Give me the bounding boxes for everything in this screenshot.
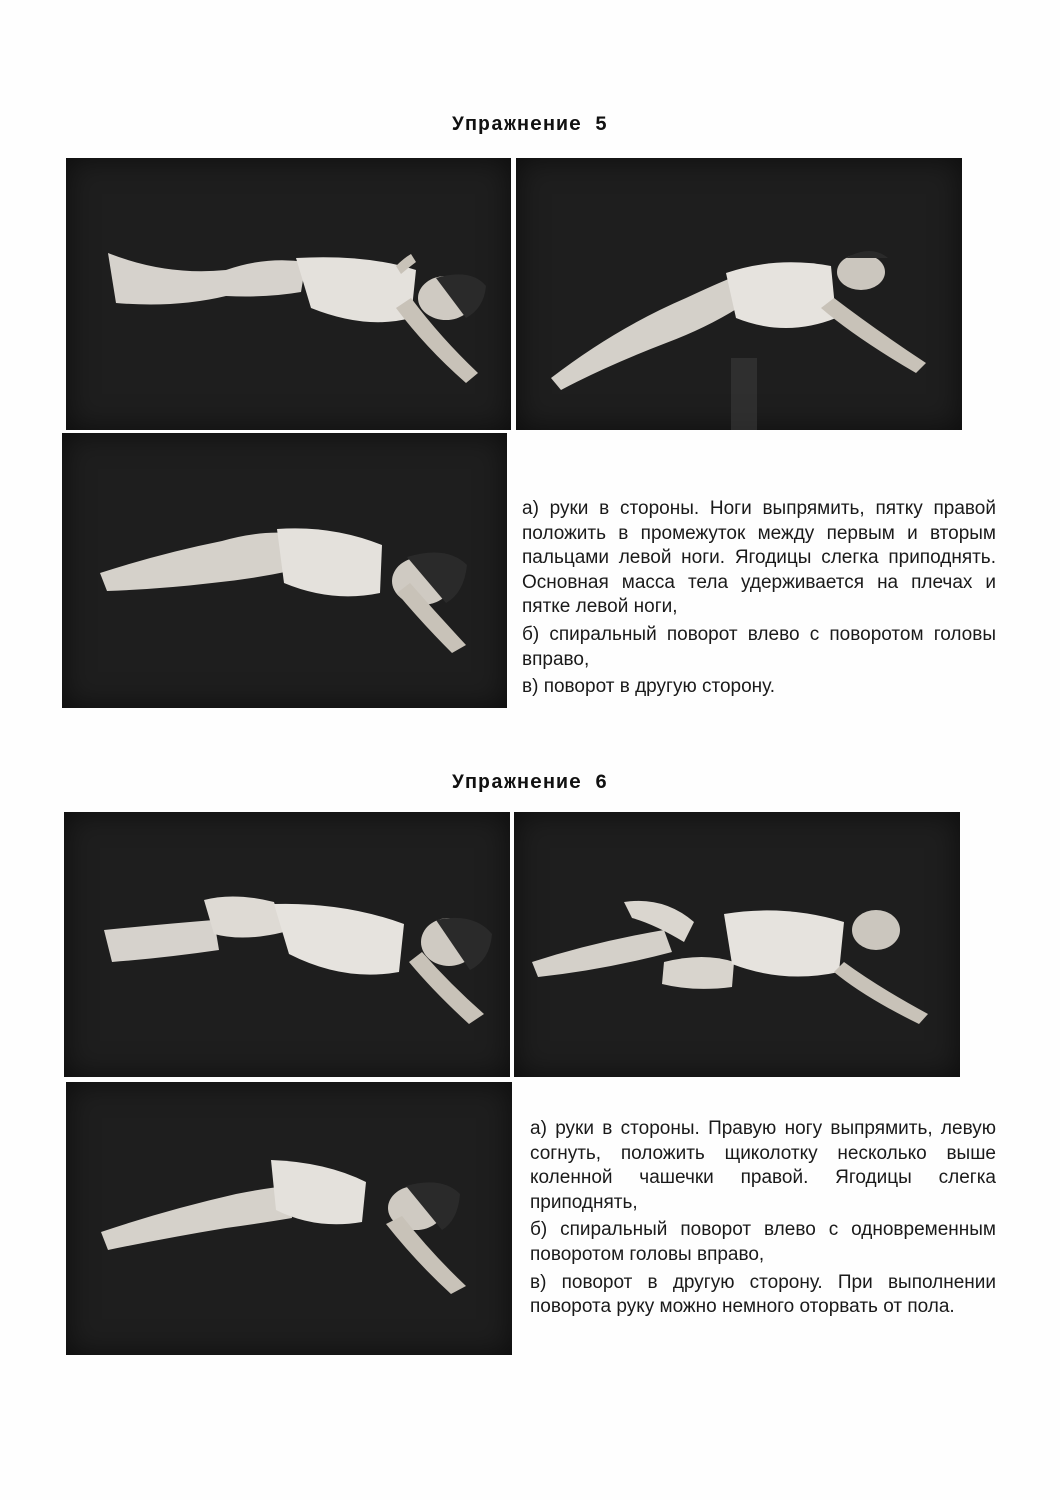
- exercise-6-title: Упражнение 6: [451, 772, 609, 795]
- exercise-6-photo-c: [66, 1082, 512, 1355]
- exercise-5-description: [522, 497, 996, 703]
- exercise-6-description: [530, 1117, 996, 1323]
- exercise-5-photo-a: [66, 158, 511, 430]
- exercise-6-photo-a: [64, 812, 510, 1077]
- exercise-5-step-b: б) спиральный поворот влево с поворотом головы вправо,: [522, 623, 996, 670]
- exercise-6-step-c: в) поворот в другую сторону. При выполнении поворота руку можно немного оторвать от пола.: [530, 1271, 996, 1318]
- exercise-5-photo-b: [516, 158, 962, 430]
- exercise-6-step-a: а) руки в стороны. Правую ногу выпрямить, левую согнуть, положить щиколотку несколько выше коленной чашечки правой. Ягодицы слегка приподнять,: [530, 1118, 996, 1213]
- exercise-5-photo-c: [62, 433, 507, 708]
- exercise-6-photo-b: [514, 812, 960, 1077]
- exercise-5-step-c: в) поворот в другую сторону.: [522, 676, 776, 698]
- exercise-5-title: Упражнение 5: [451, 114, 609, 137]
- exercise-5-step-a: а) руки в стороны. Ноги выпрямить, пятку правой положить в промежуток между первым и вторым пальцами левой ноги. Ягодицы слегка приподнять. Основная масса тела удерживается на плечах и пятке левой ноги,: [522, 498, 996, 618]
- exercise-6-step-b: б) спиральный поворот влево с одновременным поворотом головы вправо,: [530, 1219, 996, 1265]
